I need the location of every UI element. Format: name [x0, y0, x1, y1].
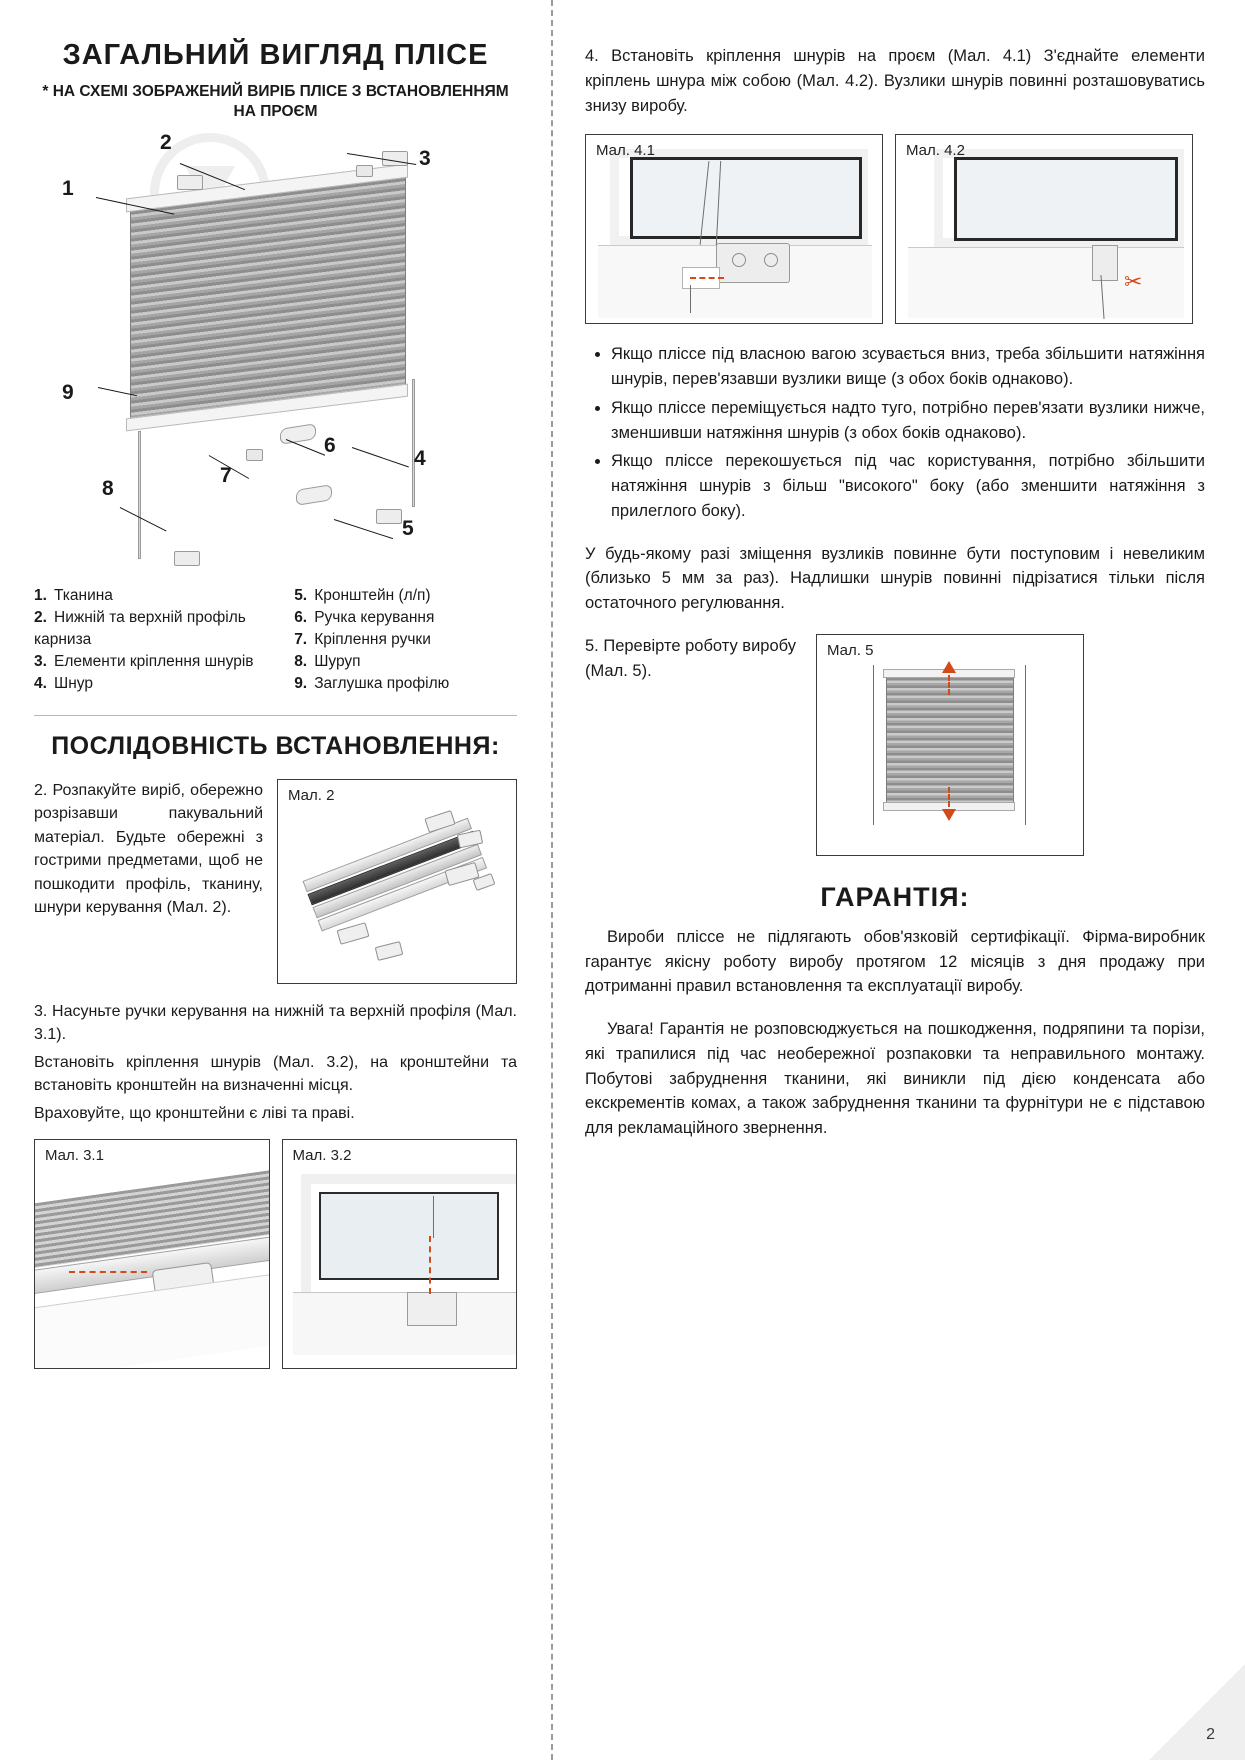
legend-column-1 [34, 585, 276, 695]
legend-item [294, 651, 517, 673]
legend-item [294, 629, 517, 651]
cord-mount-42 [1092, 245, 1118, 281]
scissors-icon: ✂ [1124, 269, 1143, 295]
figure-2 [277, 779, 517, 984]
arrow-up-icon [942, 661, 956, 673]
legend-number: 8. [294, 652, 308, 670]
left-column [0, 0, 551, 1760]
figure-5-caption: Мал. 5 [827, 641, 874, 659]
legend-number: 2. [34, 608, 47, 626]
legend-number: 5. [294, 586, 308, 604]
legend-label: Елементи кріплення шнурів [54, 652, 254, 670]
legend-item [294, 585, 517, 607]
bracket-on-sill [407, 1292, 457, 1326]
warranty-heading: ГАРАНТІЯ: [820, 881, 970, 912]
legend-label: Нижній та верхній профіль карниза [34, 608, 246, 648]
step-2-text: 2. Розпакуйте виріб, обережно розрізавши пакувальний матеріал. Будьте обережні з гострими предметами, щоб не пошкодити профіль, тканину, шнури керування (Мал. 2). [34, 781, 263, 917]
legend-label: Шуруп [314, 652, 361, 670]
right-column [553, 0, 1245, 1760]
callout-9: 9 [62, 380, 74, 404]
legend-label: Тканина [54, 586, 113, 604]
legend-number: 6. [294, 608, 308, 626]
cord-tail-41 [690, 285, 691, 313]
figure-3-2 [282, 1139, 518, 1369]
legend-item [294, 673, 517, 695]
legend-number: 4. [34, 674, 47, 692]
legend-item [294, 607, 517, 629]
callout-3: 3 [419, 146, 431, 170]
step-4-figures [585, 134, 1205, 324]
leader-8 [120, 507, 167, 531]
cord-clip-top [356, 165, 373, 177]
legend-item [34, 607, 276, 651]
bracket-top-right [382, 151, 408, 166]
callout-5: 5 [402, 516, 414, 540]
side-cord-right [412, 378, 415, 506]
legend-number: 3. [34, 652, 47, 670]
callout-8: 8 [102, 476, 114, 500]
adjustment-bullets [585, 342, 1205, 523]
arrow-up-dash [948, 675, 950, 695]
page-number: 2 [1206, 1726, 1215, 1743]
legend-label: Кріплення ручки [314, 630, 431, 648]
arrow-down-icon [942, 809, 956, 821]
page-title: ЗАГАЛЬНИЙ ВИГЛЯД ПЛІСЕ [62, 39, 489, 71]
mini-cord-right [1025, 665, 1026, 825]
control-handle-bottom [296, 484, 332, 506]
callout-1: 1 [62, 176, 74, 200]
warranty-paragraph-2: Увага! Гарантія не розповсюджується на пошкодження, подряпини та порізи, які трапилися під час необережної розпаковки та неправильного монтажу. Побутові забруднення тканини, які виникли під дією конденсата або екскрементів комах, а також забруднення тканини та фурнітури не є підставою для рекламаційного звернення. [585, 1020, 1205, 1137]
figure-4-1-caption: Мал. 4.1 [596, 142, 655, 160]
warranty-paragraph-1: Вироби пліссе не підлягають обов'язковій сертифікації. Фірма-виробник гарантує якісну роботу виробу протягом 12 місяців з дня продажу при дотриманні правил встановлення та експлуатації виробу. [585, 927, 1205, 996]
window-glass [319, 1192, 499, 1280]
arrow-down-dash [948, 787, 950, 807]
window-sill-42 [908, 247, 1184, 318]
install-sequence-heading: ПОСЛІДОВНІСТЬ ВСТАНОВЛЕННЯ: [51, 731, 500, 760]
bracket-bottom-left [174, 551, 200, 566]
control-handle-top [280, 423, 316, 445]
page-subtitle: * НА СХЕМІ ЗОБРАЖЕНИЙ ВИРІБ ПЛІСЕ З ВСТАНОВЛЕННЯМ НА ПРОЄМ [42, 83, 509, 121]
callout-6: 6 [324, 433, 336, 457]
section-divider [34, 715, 517, 716]
legend-label: Ручка керування [314, 608, 435, 626]
window-glass-41 [630, 157, 862, 239]
legend-label: Шнур [54, 674, 93, 692]
figure-3-2-caption: Мал. 3.2 [292, 1147, 352, 1165]
step-5-block [585, 634, 1205, 856]
mini-pleated-fabric [886, 678, 1014, 802]
bullet-item: • Якщо пліссе під власною вагою зсувається вниз, треба збільшити натяжіння шнурів, перев'язавши вузлики вище (з обох боків однаково). [611, 342, 1205, 392]
legend-column-2 [294, 585, 517, 695]
step-2-block [34, 779, 517, 984]
cord-line [433, 1196, 434, 1238]
callout-7: 7 [220, 463, 232, 487]
bracket-bottom-right [376, 509, 402, 524]
window-sill [293, 1292, 518, 1355]
figure-4-1 [585, 134, 883, 324]
step-3-line-2: Встановіть кріплення шнурів (Мал. 3.2), на кронштейни та встановіть кронштейн на визначенні місця. [34, 1053, 517, 1095]
cord-mount-41 [716, 243, 790, 283]
leader-4 [352, 447, 409, 467]
legend-label: Кронштейн (л/п) [314, 586, 431, 604]
knot-adjust-arrow [690, 277, 724, 279]
pleated-blind-drawing [126, 163, 408, 438]
adjustment-note: У будь-якому разі зміщення вузликів повинне бути поступовим і невеликим (близько 5 мм за раз). Надлишки шнурів повинні підрізатися тільки після остаточного регулювання. [585, 544, 1205, 612]
figure-3-1-caption: Мал. 3.1 [45, 1147, 104, 1165]
window-glass-42 [954, 157, 1178, 241]
figure-5 [816, 634, 1084, 856]
figure-2-caption: Мал. 2 [288, 786, 335, 804]
callout-2: 2 [160, 130, 172, 154]
legend-number: 1. [34, 586, 47, 604]
legend-label: Заглушка профілю [314, 674, 450, 692]
figure-4-2 [895, 134, 1193, 324]
legend-item [34, 673, 276, 695]
step-3-figures [34, 1139, 517, 1369]
spare-bracket-3 [375, 941, 404, 961]
leader-6 [286, 439, 325, 456]
cord-alignment-line [429, 1236, 431, 1294]
bullet-item: • Якщо пліссе перекошується під час користування, потрібно збільшити натяжіння шнурів з більш "високого" боку (або зменшити натяжіння з прилеглого боку). [611, 449, 1205, 523]
handle-mount [246, 449, 263, 461]
step-4-text: 4. Встановіть кріплення шнурів на проєм (Мал. 4.1) З'єднайте елементи кріплень шнура між собою (Мал. 4.2). Вузлики шнурів повинні розташовуватись знизу виробу. [585, 47, 1205, 115]
step-5-text: 5. Перевірте роботу виробу (Мал. 5). [585, 636, 796, 680]
callout-4: 4 [414, 446, 426, 470]
figure-3-1 [34, 1139, 270, 1369]
legend-number: 9. [294, 674, 308, 692]
handle-slide-arrow [69, 1271, 147, 1273]
legend-item [34, 651, 276, 673]
legend-item [34, 585, 276, 607]
parts-legend [34, 585, 517, 695]
bracket-top-left [177, 175, 203, 190]
overview-illustration [34, 129, 517, 579]
bullet-item: • Якщо пліссе переміщується надто туго, потрібно перев'язати вузлики нижче, зменшивши натяжіння шнурів (з обох боків однаково). [611, 396, 1205, 446]
side-cord-left [138, 430, 141, 558]
step-3-block [34, 1000, 517, 1126]
legend-number: 7. [294, 630, 308, 648]
step-3-line-1: 3. Насуньте ручки керування на нижній та верхній профіля (Мал. 3.1). [34, 1002, 517, 1044]
figure-4-2-caption: Мал. 4.2 [906, 142, 965, 160]
step-3-line-3: Враховуйте, що кронштейни є ліві та праві. [34, 1104, 355, 1122]
mini-cord-left [873, 665, 874, 825]
